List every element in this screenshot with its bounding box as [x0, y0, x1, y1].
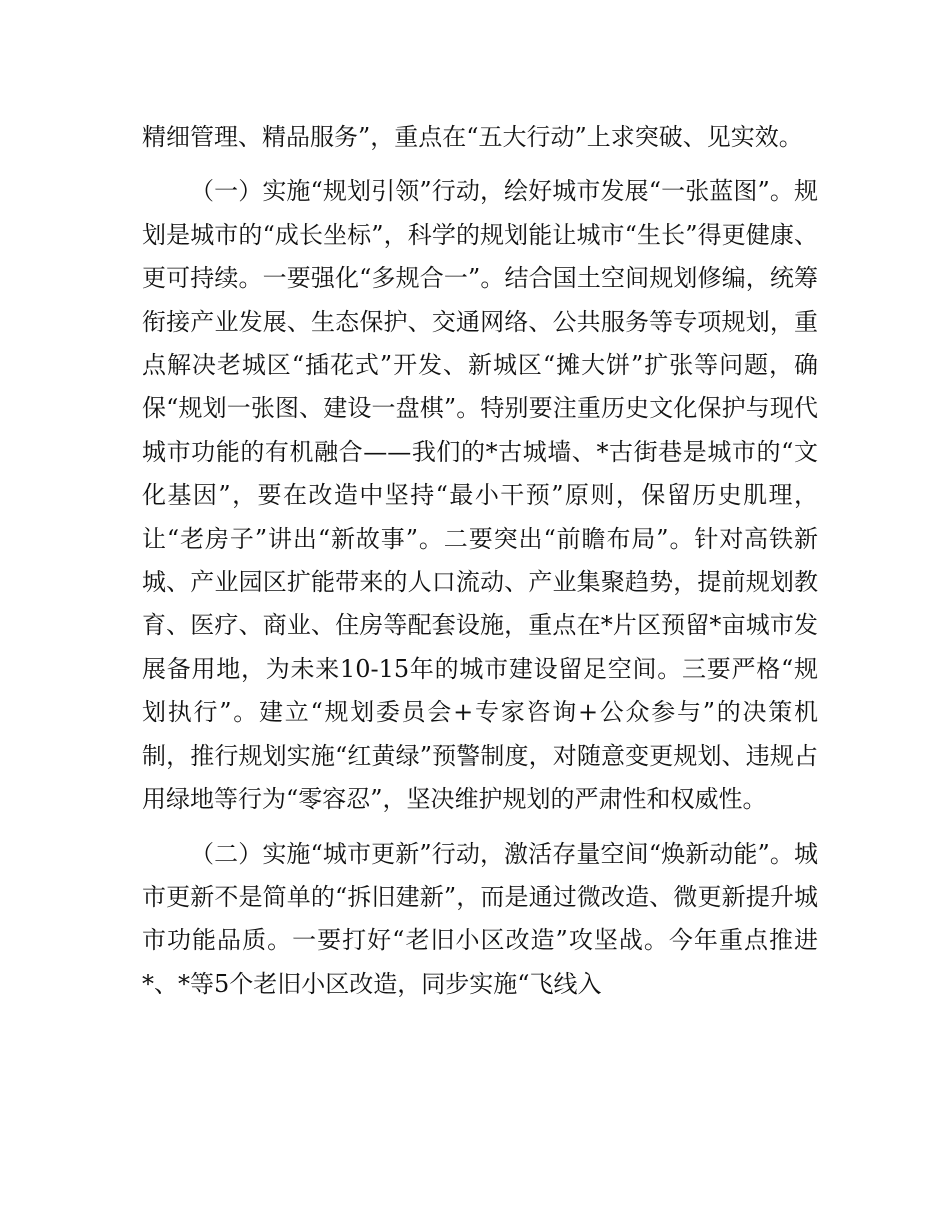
document-body — [142, 116, 818, 1017]
paragraph-urban-renewal-action: （二）实施“城市更新”行动，激活存量空间“焕新动能”。城市更新不是简单的“拆旧建新”，而是通过微改造、微更新提升城市功能品质。一要打好“老旧小区改造”攻坚战。今年重点推进*、*等5个老旧小区改造，同步实施“飞线入 — [142, 839, 818, 998]
paragraph-planning-action: （一）实施“规划引领”行动，绘好城市发展“一张蓝图”。规划是城市的“成长坐标”，科学的规划能让城市“生长”得更健康、更可持续。一要强化“多规合一”。结合国土空间规划修编，统筹衔接产业发展、生态保护、交通网络、公共服务等专项规划，重点解决老城区“插花式”开发、新城区“摊大饼”扩张等问题，确保“规划一张图、建设一盘棋”。特别要注重历史文化保护与现代城市功能的有机融合——我们的*古城墙、*古街巷是城市的“文化基因”，要在改造中坚持“最小干预”原则，保留历史肌理，让“老房子”讲出“新故事”。二要突出“前瞻布局”。针对高铁新城、产业园区扩能带来的人口流动、产业集聚趋势，提前规划教育、医疗、商业、住房等配套设施，重点在*片区预留*亩城市发展备用地，为未来10-15年的城市建设留足空间。三要严格“规划执行”。建立“规划委员会+专家咨询+公众参与”的决策机制，推行规划实施“红黄绿”预警制度，对随意变更规划、违规占用绿地等行为“零容忍”，坚决维护规划的严肃性和权威性。 — [142, 177, 818, 814]
paragraph-continuation: 精细管理、精品服务”，重点在“五大行动”上求突破、见实效。 — [142, 123, 803, 151]
